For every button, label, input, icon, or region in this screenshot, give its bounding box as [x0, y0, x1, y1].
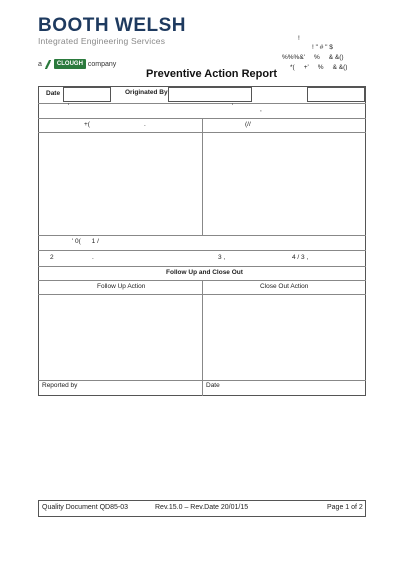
clough-slash-icon — [44, 60, 52, 69]
row-divider — [38, 266, 366, 267]
row3-right-label: (// — [245, 121, 251, 128]
reported-by-label: Reported by — [42, 382, 78, 389]
footer-page-number: Page 1 of 2 — [327, 504, 363, 511]
row5-col2-label: 4 / 3 , — [292, 254, 309, 261]
clough-logo: CLOUGH — [54, 59, 86, 69]
column-divider — [202, 118, 203, 235]
header-right-line-2: ! " # " $ — [312, 44, 333, 51]
followup-section-title: Follow Up and Close Out — [166, 269, 243, 276]
clough-prefix: a — [38, 60, 42, 68]
footer-revision: Rev.15.0 – Rev.Date 20/01/15 — [155, 504, 249, 511]
originated-by-label: Originated By — [125, 89, 168, 96]
row-divider — [38, 103, 366, 104]
row2-mark-3: , — [260, 106, 262, 113]
column-divider — [202, 280, 203, 396]
row5-left-label: 2 — [50, 254, 54, 261]
header-right-line-3: %%%&' % & &() — [282, 54, 344, 61]
row-divider — [38, 235, 366, 236]
reference-field[interactable] — [307, 87, 365, 102]
clough-branding — [38, 59, 116, 69]
followup-text-area[interactable] — [40, 296, 200, 378]
closeout-text-area[interactable] — [204, 296, 364, 378]
closeout-action-header: Close Out Action — [260, 283, 309, 290]
date-signature-label: Date — [206, 382, 220, 389]
right-text-area[interactable] — [204, 134, 364, 234]
header-right-line-4: *( +' % & &() — [290, 64, 348, 71]
row-divider — [38, 380, 366, 381]
followup-action-header: Follow Up Action — [97, 283, 146, 290]
row5-col1-label: 3 , — [218, 254, 226, 261]
clough-suffix: company — [87, 60, 117, 68]
left-text-area[interactable] — [40, 134, 200, 234]
date-label: Date — [46, 90, 61, 97]
header-right-line-1: ! — [298, 35, 300, 42]
row3-mid-label: . — [144, 121, 146, 128]
row-divider — [38, 250, 366, 251]
row5-mid-label: . — [92, 254, 94, 261]
row2-mark-2: ' — [232, 103, 234, 110]
date-field[interactable] — [63, 87, 111, 102]
originated-by-field[interactable] — [168, 87, 252, 102]
row3-left-label: +( — [84, 121, 90, 128]
row4-label: ' 0( 1 / — [72, 238, 99, 245]
row2-mark-1: ' — [68, 103, 70, 110]
footer-document-id: Quality Document QD85-03 — [42, 504, 128, 511]
company-tagline: Integrated Engineering Services — [38, 36, 166, 46]
company-name: BOOTH WELSH — [38, 15, 186, 36]
page-title: Preventive Action Report — [146, 68, 278, 80]
